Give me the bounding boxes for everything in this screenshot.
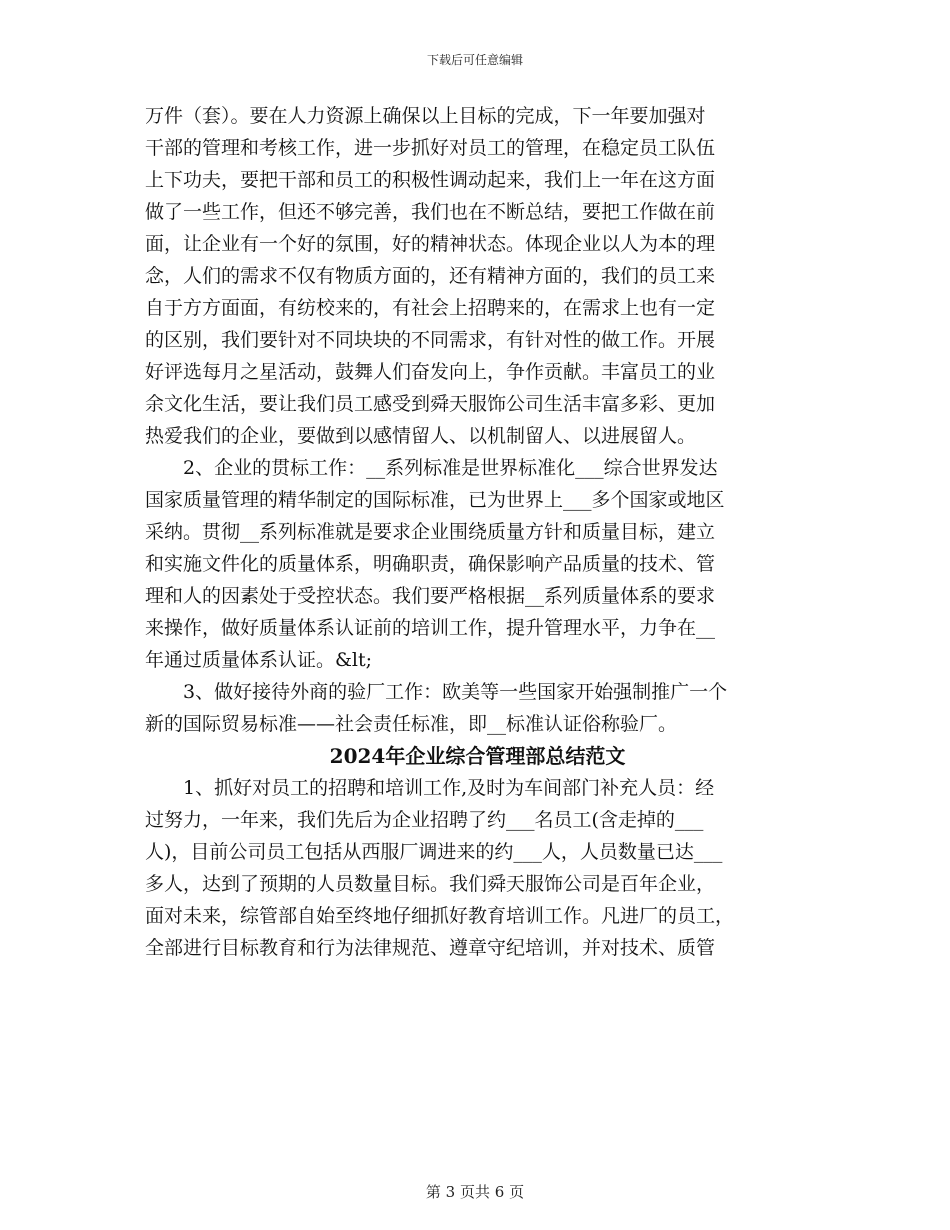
body-line: 干部的管理和考核工作，进一步抓好对员工的管理，在稳定员工队伍 [145,137,716,159]
body-line: 万件（套）。要在人力资源上确保以上目标的完成，下一年要加强对 [145,105,706,127]
body-line: 好评选每月之星活动，鼓舞人们奋发向上，争作贡献。丰富员工的业 [145,361,716,383]
body-line: 热爱我们的企业，要做到以感情留人、以机制留人、以进展留人。 [145,425,697,447]
body-line: 的区别，我们要针对不同块块的不同需求，有针对性的做工作。开展 [145,329,716,351]
body-line: 念，人们的需求不仅有物质方面的，还有精神方面的，我们的员工来 [145,265,716,287]
section-line: 1、抓好对员工的招聘和培训工作,及时为车间部门补充人员：经 [145,777,715,799]
page-footer: 第 3 页共 6 页 [425,1183,525,1201]
body-line: 理和人的因素处于受控状态。我们要严格根据__系列质量体系的要求 [145,585,716,607]
body-line: 余文化生活，要让我们员工感受到舜天服饰公司生活丰富多彩、更加 [145,393,716,415]
body-line: 做了一些工作，但还不够完善，我们也在不断总结，要把工作做在前 [145,201,716,223]
document-body [145,100,810,964]
section-line: 过努力，一年来，我们先后为企业招聘了约___名员工(含走掉的___ [145,809,704,831]
body-line: 来操作，做好质量体系认证前的培训工作，提升管理水平，力争在__ [145,617,716,639]
body-line: 上下功夫，要把干部和员工的积极性调动起来，我们上一年在这方面 [145,169,716,191]
section-line: 全部进行目标教育和行为法律规范、遵章守纪培训，并对技术、质管 [145,937,716,959]
body-line: 国家质量管理的精华制定的国际标准，已为世界上___多个国家或地区 [145,489,725,511]
section-line: 多人，达到了预期的人员数量目标。我们舜天服饰公司是百年企业， [145,873,716,895]
section-title: 2024年企业综合管理部总结范文 [329,744,626,768]
body-line: 年通过质量体系认证。&lt; [145,649,373,671]
section-line: 人)，目前公司员工包括从西服厂调进来的约___人，人员数量已达___ [145,841,723,863]
body-line: 2、企业的贯标工作：__系列标准是世界标准化___综合世界发达 [145,457,718,479]
body-line: 和实施文件化的质量体系，明确职责，确保影响产品质量的技术、管 [145,553,716,575]
section-line: 面对未来，综管部自始至终地仔细抓好教育培训工作。凡进厂的员工， [145,905,735,927]
body-line: 新的国际贸易标准——社会责任标准，即__标准认证俗称验厂。 [145,713,678,735]
body-line: 3、做好接待外商的验厂工作：欧美等一些国家开始强制推广一个 [145,681,728,703]
body-line: 采纳。贯彻__系列标准就是要求企业围绕质量方针和质量目标，建立 [145,521,716,543]
body-line: 面，让企业有一个好的氛围，好的精神状态。体现企业以人为本的理 [145,233,716,255]
page-header: 下载后可任意编辑 [426,53,523,67]
body-line: 自于方方面面，有纺校来的，有社会上招聘来的，在需求上也有一定 [145,297,716,319]
